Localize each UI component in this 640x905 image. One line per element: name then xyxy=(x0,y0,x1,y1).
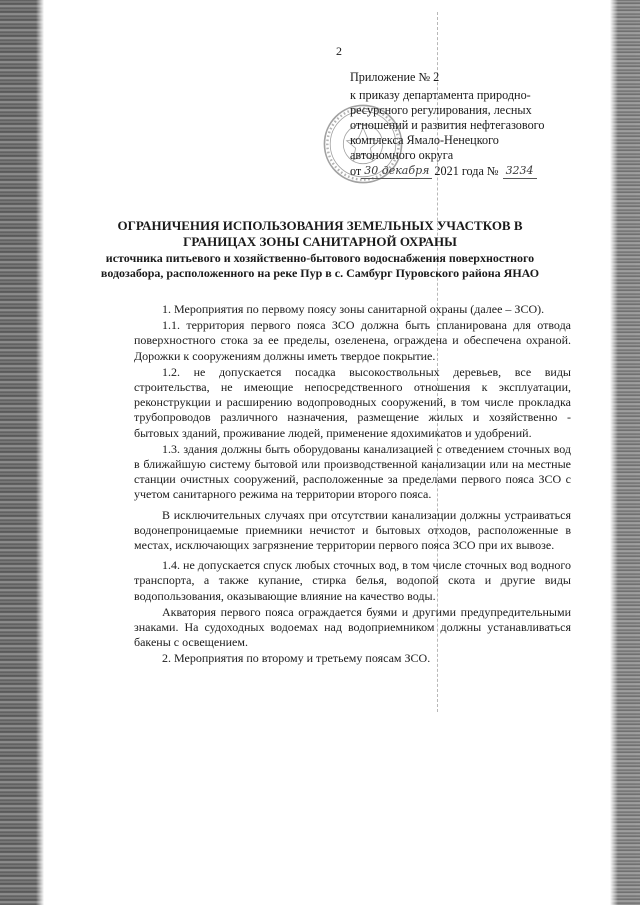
body-paragraph: 1. Мероприятия по первому поясу зоны санитарной охраны (далее – ЗСО). xyxy=(162,302,545,316)
appendix-title: Приложение № 2 xyxy=(350,70,440,84)
appendix-line: к приказу департамента природно- xyxy=(350,88,531,102)
body-paragraph: 1.1. территория первого пояса ЗСО должна быть спланирована для отвода поверхностного стока за ее пределы, озеленена, ограждена и обеспечена охраной. Дорожки к сооружениям должны иметь твердое покрытие. xyxy=(134,318,571,363)
body-paragraph: 2. Мероприятия по второму и третьему поясам ЗСО. xyxy=(162,651,431,666)
body-paragraph: 1.4. не допускается спуск любых сточных вод, в том числе сточных вод водного транспорта, а также купание, стирка белья, водопой скота и другие виды водопользования, оказывающие влияние на качество воды. xyxy=(134,558,571,603)
body-paragraph: В исключительных случаях при отсутствии канализации должны устраиваться водонепроницаемые приемники нечистот и бытовых отходов, расположенные в местах, исключающих загрязнение территории первого пояса ЗСО при их вывозе. xyxy=(134,507,571,553)
body-paragraph: 1.3. здания должны быть оборудованы канализацией с отведением сточных вод в ближайшую систему бытовой или производственной канализации или на местные станции очистных сооружений, расположенные за пределами первого пояса ЗСО с учетом санитарного режима на территории второго пояса. xyxy=(134,441,571,502)
handwritten-order-number: 3234 xyxy=(503,163,537,179)
document-body xyxy=(134,302,571,668)
document-title-sub: источника питьевого и хозяйственно-бытового водоснабжения поверхностного водозабора, расположенного на реке Пур в с. Самбург Пуровского района ЯНАО xyxy=(100,251,540,280)
date-year: 2021 года № xyxy=(434,164,499,178)
appendix-line: комплекса Ямало-Ненецкого xyxy=(350,133,499,147)
scan-edge-right xyxy=(610,0,640,905)
date-prefix: от xyxy=(350,164,362,178)
appendix-header xyxy=(350,70,575,179)
scan-edge-left xyxy=(0,0,44,905)
order-date-line xyxy=(350,163,575,179)
body-paragraph: 1.2. не допускается посадка высокоствольных деревьев, все виды строительства, не имеющие непосредственного отношения к эксплуатации, реконструкции и расширению водопроводных сооружений, в том числе прокладка трубопроводов различного назначения, размещение жилых и хозяйственно - бытовых зданий, проживание людей, применение ядохимикатов и удобрений. xyxy=(134,364,571,440)
document-title-main: ОГРАНИЧЕНИЯ ИСПОЛЬЗОВАНИЯ ЗЕМЕЛЬНЫХ УЧАСТКОВ В ГРАНИЦАХ ЗОНЫ САНИТАРНОЙ ОХРАНЫ xyxy=(117,218,523,249)
body-paragraph: Акватория первого пояса ограждается буями и другими предупредительными знаками. На судоходных водоемах над водоприемником должны устанавливаться бакены с освещением. xyxy=(134,604,571,650)
page-number: 2 xyxy=(336,44,342,58)
appendix-line: ресурсного регулирования, лесных xyxy=(350,103,532,117)
appendix-line: отношений и развития нефтегазового xyxy=(350,118,545,132)
handwritten-date: 30 декабря xyxy=(361,163,432,179)
appendix-line: автономного округа xyxy=(350,148,454,162)
document-title xyxy=(100,218,540,281)
